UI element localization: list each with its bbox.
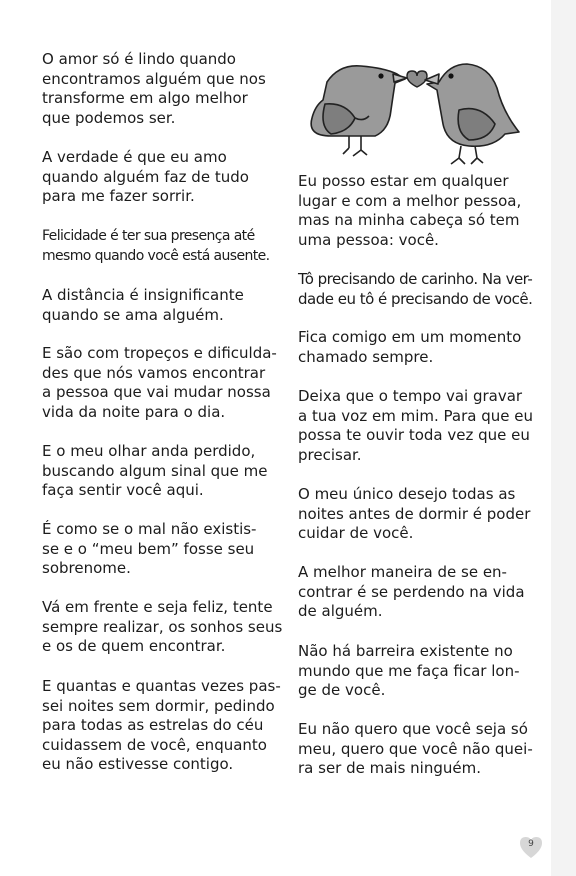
page-number-badge bbox=[518, 836, 544, 860]
paragraph-7: É como se o mal não existis- se e o “meu bem” fosse seu sobrenome. bbox=[42, 520, 257, 577]
paragraph-15: A melhor maneira de se en- contrar é se perdendo na vida de alguém. bbox=[298, 563, 525, 620]
right-bird-icon bbox=[425, 64, 519, 164]
paragraph-16: Não há barreira existente no mundo que me faça ficar lon- ge de você. bbox=[298, 642, 520, 699]
paragraph-5: E são com tropeços e dificulda- des que nós vamos encontrar a pessoa que vai mudar nossa vida da noite para o dia. bbox=[42, 344, 277, 421]
paragraph-13: Deixa que o tempo vai gravar a tua voz em mim. Para que eu possa te ouvir toda vez que eu precisar. bbox=[298, 387, 533, 464]
left-bird-icon bbox=[311, 66, 407, 156]
paragraph-3: Felicidade é ter sua presença até mesmo quando você está ausente. bbox=[42, 228, 270, 264]
paragraph-17: Eu não quero que você seja só meu, quero que você não quei- ra ser de mais ninguém. bbox=[298, 720, 533, 777]
paragraph-2: A verdade é que eu amo quando alguém faz de tudo para me fazer sorrir. bbox=[42, 148, 249, 205]
love-birds-illustration bbox=[309, 52, 523, 168]
paragraph-1: O amor só é lindo quando encontramos alguém que nos transforme em algo melhor que podemos ser. bbox=[42, 50, 266, 127]
paragraph-8: Vá em frente e seja feliz, tente sempre realizar, os sonhos seus e os de quem encontrar. bbox=[42, 598, 283, 655]
paragraph-14: O meu único desejo todas as noites antes de dormir é poder cuidar de você. bbox=[298, 485, 531, 542]
paragraph-10: Eu posso estar em qualquer lugar e com a melhor pessoa, mas na minha cabeça só tem uma pessoa: você. bbox=[298, 172, 522, 249]
paragraph-6: E o meu olhar anda perdido, buscando algum sinal que me faça sentir você aqui. bbox=[42, 442, 268, 499]
page-edge bbox=[551, 0, 576, 876]
paragraph-11: Tô precisando de carinho. Na ver- dade eu tô é precisando de você. bbox=[298, 270, 533, 308]
page-number: 9 bbox=[528, 839, 534, 849]
paragraph-9: E quantas e quantas vezes pas- sei noites sem dormir, pedindo para todas as estrelas do céu cuidassem de você, enquanto eu não estivesse contigo. bbox=[42, 677, 281, 773]
paragraph-12: Fica comigo em um momento chamado sempre. bbox=[298, 328, 522, 366]
heart-icon bbox=[407, 71, 427, 87]
paragraph-4: A distância é insignificante quando se ama alguém. bbox=[42, 286, 244, 324]
